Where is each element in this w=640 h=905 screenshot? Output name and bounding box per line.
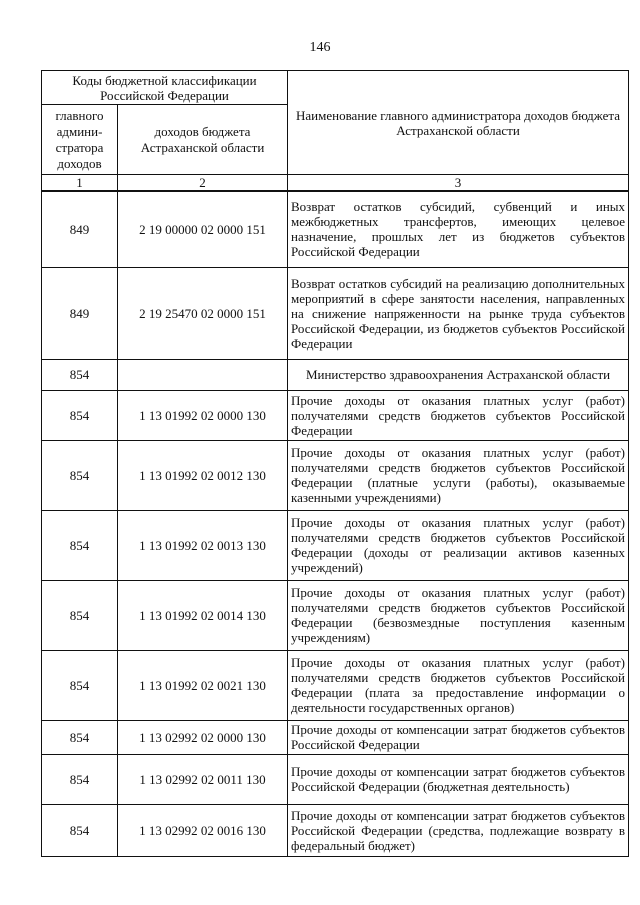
revenue-name-cell: Прочие доходы от оказания платных услуг (работ) получателями средств бюджетов субъектов Российской Федерации (платные услуги (работы), оказываемые казенными учреждениями): [288, 440, 629, 510]
header-col1-label: главного админи-стратора доходов: [42, 105, 118, 175]
table-row: [42, 440, 629, 510]
header-col2-label: доходов бюджета Астраханской области: [118, 105, 288, 175]
revenue-code-cell: 2 19 00000 02 0000 151: [118, 191, 288, 267]
page-number: 146: [309, 40, 331, 55]
header-col3-label: Наименование главного администратора доходов бюджета Астраханской области: [288, 71, 629, 175]
admin-code-cell: 854: [42, 580, 118, 650]
revenue-name-cell: Возврат остатков субсидий, субвенций и иных межбюджетных трансфертов, имеющих целевое назначение, прошлых лет из бюджетов субъектов Российской Федерации: [288, 191, 629, 267]
revenue-name-cell: Возврат остатков субсидий на реализацию дополнительных мероприятий в сфере занятости населения, направленных на снижение напряженности на рынке труда субъектов Российской Федерации, из бюджетов субъектов Российской Федерации: [288, 267, 629, 359]
revenue-code-cell: 1 13 01992 02 0013 130: [118, 510, 288, 580]
revenue-code-cell: 1 13 02992 02 0011 130: [118, 754, 288, 804]
admin-code-cell: 854: [42, 754, 118, 804]
revenue-name-cell: Прочие доходы от компенсации затрат бюджетов субъектов Российской Федерации (бюджетная деятельность): [288, 754, 629, 804]
admin-code-cell: 849: [42, 191, 118, 267]
revenue-code-cell: 2 19 25470 02 0000 151: [118, 267, 288, 359]
table-row: [42, 580, 629, 650]
revenue-code-cell: 1 13 01992 02 0014 130: [118, 580, 288, 650]
admin-code-cell: 854: [42, 390, 118, 440]
table-row: [42, 390, 629, 440]
admin-code-cell: 854: [42, 440, 118, 510]
revenue-code-cell: 1 13 02992 02 0016 130: [118, 804, 288, 856]
revenue-name-cell: Прочие доходы от оказания платных услуг (работ) получателями средств бюджетов субъектов Российской Федерации (безвозмездные поступления казенным учреждениям): [288, 580, 629, 650]
revenue-name-cell: Прочие доходы от оказания платных услуг (работ) получателями средств бюджетов субъектов Российской Федерации (плата за предоставление информации о деятельности государственных органов): [288, 650, 629, 720]
admin-code-cell: 854: [42, 804, 118, 856]
revenue-code-cell: 1 13 01992 02 0012 130: [118, 440, 288, 510]
admin-code-cell: 854: [42, 510, 118, 580]
admin-code-cell: 854: [42, 650, 118, 720]
table-row: [42, 720, 629, 754]
admin-code-cell: 854: [42, 359, 118, 390]
table-row: [42, 191, 629, 267]
revenue-code-cell: 1 13 01992 02 0021 130: [118, 650, 288, 720]
revenue-code-cell: 1 13 01992 02 0000 130: [118, 390, 288, 440]
column-number: 1: [42, 175, 118, 192]
revenue-name-cell: Прочие доходы от компенсации затрат бюджетов субъектов Российской Федерации: [288, 720, 629, 754]
table-row: [42, 510, 629, 580]
revenue-code-cell: 1 13 02992 02 0000 130: [118, 720, 288, 754]
budget-classification-table: [41, 70, 629, 857]
table-row: [42, 754, 629, 804]
revenue-code-cell: [118, 359, 288, 390]
table-row: [42, 650, 629, 720]
admin-code-cell: 849: [42, 267, 118, 359]
column-number: 3: [288, 175, 629, 192]
admin-code-cell: 854: [42, 720, 118, 754]
column-number: 2: [118, 175, 288, 192]
revenue-name-cell: Прочие доходы от оказания платных услуг (работ) получателями средств бюджетов субъектов Российской Федерации: [288, 390, 629, 440]
revenue-name-cell: Прочие доходы от оказания платных услуг (работ) получателями средств бюджетов субъектов Российской Федерации (доходы от реализации активов казенных учреждений): [288, 510, 629, 580]
table-body: [42, 191, 629, 856]
table-row: [42, 804, 629, 856]
header-group-label: Коды бюджетной классификации Российской Федерации: [42, 71, 288, 105]
table-row: [42, 267, 629, 359]
revenue-name-cell: Министерство здравоохранения Астраханской области: [288, 359, 629, 390]
revenue-name-cell: Прочие доходы от компенсации затрат бюджетов субъектов Российской Федерации (средства, подлежащие возврату в федеральный бюджет): [288, 804, 629, 856]
table-row: [42, 359, 629, 390]
